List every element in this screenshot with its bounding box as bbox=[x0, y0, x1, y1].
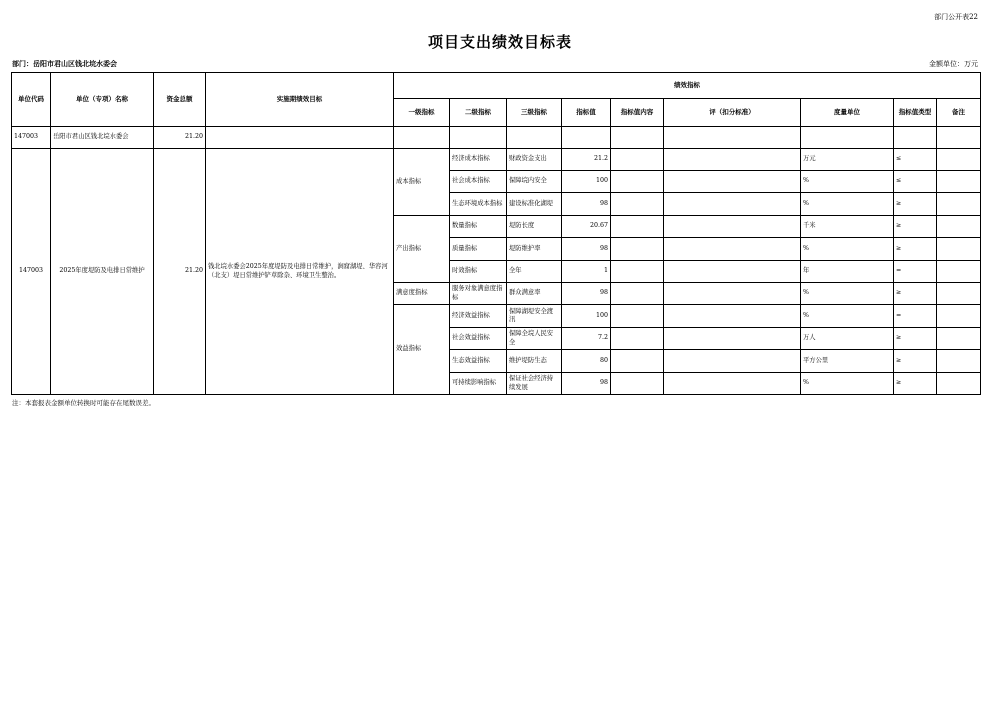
measure-unit-cell: 万人 bbox=[801, 328, 894, 350]
value-type-cell: ≤ bbox=[894, 149, 937, 171]
empty-cell bbox=[206, 127, 394, 149]
content-cell bbox=[611, 373, 664, 395]
scoring-cell bbox=[664, 216, 801, 238]
remark-cell bbox=[937, 373, 981, 395]
level2-cell: 生态环境成本指标 bbox=[450, 193, 507, 216]
header-level2: 二级指标 bbox=[450, 99, 507, 127]
remark-cell bbox=[937, 193, 981, 216]
table-number-label: 部门公开表22 bbox=[934, 13, 978, 21]
level3-cell: 堤防维护率 bbox=[507, 238, 562, 261]
unit-name-cell: 岳阳市君山区钱北垸水委会 bbox=[51, 127, 154, 149]
level2-cell: 社会效益指标 bbox=[450, 328, 507, 350]
header-scoring: 评（扣分标准） bbox=[664, 99, 801, 127]
value-type-cell: ≥ bbox=[894, 283, 937, 305]
project-goal-cell: 钱北垸水委会2025年度堤防及电排日常维护，涧窟湖堤、华容河（北支）堤日常维护铲草除杂、环境卫生整治。 bbox=[206, 149, 394, 395]
header-goal: 实施期绩效目标 bbox=[206, 73, 394, 127]
scoring-cell bbox=[664, 149, 801, 171]
measure-unit-cell: % bbox=[801, 373, 894, 395]
header-value: 指标值 bbox=[562, 99, 611, 127]
level1-cell: 产出指标 bbox=[394, 216, 450, 283]
level2-cell: 经济成本指标 bbox=[450, 149, 507, 171]
level3-cell: 群众满意率 bbox=[507, 283, 562, 305]
content-cell bbox=[611, 238, 664, 261]
scoring-cell bbox=[664, 350, 801, 373]
measure-unit-cell: 年 bbox=[801, 261, 894, 283]
level2-cell: 社会成本指标 bbox=[450, 171, 507, 193]
value-cell: 80 bbox=[562, 350, 611, 373]
empty-cell bbox=[894, 127, 937, 149]
project-code-cell: 147003 bbox=[12, 149, 51, 395]
content-cell bbox=[611, 328, 664, 350]
value-cell: 7.2 bbox=[562, 328, 611, 350]
remark-cell bbox=[937, 216, 981, 238]
value-type-cell: ≥ bbox=[894, 193, 937, 216]
remark-cell bbox=[937, 261, 981, 283]
remark-cell bbox=[937, 328, 981, 350]
measure-unit-cell: % bbox=[801, 193, 894, 216]
unit-summary-row bbox=[12, 127, 981, 149]
content-cell bbox=[611, 350, 664, 373]
level3-cell: 堤防长度 bbox=[507, 216, 562, 238]
value-cell: 20.67 bbox=[562, 216, 611, 238]
value-type-cell: ≥ bbox=[894, 238, 937, 261]
level3-cell: 保障全垸人民安全 bbox=[507, 328, 562, 350]
level1-cell: 满意度指标 bbox=[394, 283, 450, 305]
scoring-cell bbox=[664, 373, 801, 395]
header-remark: 备注 bbox=[937, 99, 981, 127]
level2-cell: 经济效益指标 bbox=[450, 305, 507, 328]
empty-cell bbox=[801, 127, 894, 149]
unit-code-cell: 147003 bbox=[12, 127, 51, 149]
measure-unit-cell: 万元 bbox=[801, 149, 894, 171]
header-level1: 一级指标 bbox=[394, 99, 450, 127]
page-title: 项目支出绩效目标表 bbox=[427, 33, 572, 51]
empty-cell bbox=[394, 127, 450, 149]
scoring-cell bbox=[664, 328, 801, 350]
value-cell: 98 bbox=[562, 283, 611, 305]
remark-cell bbox=[937, 238, 981, 261]
content-cell bbox=[611, 261, 664, 283]
header-measure-unit: 度量单位 bbox=[801, 99, 894, 127]
header-total: 资金总额 bbox=[154, 73, 206, 127]
unit-total-cell: 21.20 bbox=[154, 127, 206, 149]
empty-cell bbox=[611, 127, 664, 149]
empty-cell bbox=[562, 127, 611, 149]
value-type-cell: = bbox=[894, 261, 937, 283]
remark-cell bbox=[937, 149, 981, 171]
level3-cell: 保障垸内安全 bbox=[507, 171, 562, 193]
value-cell: 1 bbox=[562, 261, 611, 283]
value-type-cell: ≥ bbox=[894, 328, 937, 350]
level3-cell: 维护堤防生态 bbox=[507, 350, 562, 373]
footnote: 注：本套报表金额单位转换时可能存在尾数误差。 bbox=[12, 399, 155, 407]
level2-cell: 生态效益指标 bbox=[450, 350, 507, 373]
level3-cell: 全年 bbox=[507, 261, 562, 283]
empty-cell bbox=[450, 127, 507, 149]
value-cell: 21.2 bbox=[562, 149, 611, 171]
header-name: 单位（专项）名称 bbox=[51, 73, 154, 127]
value-cell: 98 bbox=[562, 373, 611, 395]
level3-cell: 保证社会经济持续发展 bbox=[507, 373, 562, 395]
remark-cell bbox=[937, 350, 981, 373]
measure-unit-cell: % bbox=[801, 283, 894, 305]
value-type-cell: ≥ bbox=[894, 350, 937, 373]
project-name-cell: 2025年度堤防及电排日常维护 bbox=[51, 149, 154, 395]
level2-cell: 时效指标 bbox=[450, 261, 507, 283]
scoring-cell bbox=[664, 261, 801, 283]
value-type-cell: ≥ bbox=[894, 216, 937, 238]
content-cell bbox=[611, 305, 664, 328]
measure-unit-cell: % bbox=[801, 305, 894, 328]
project-total-cell: 21.20 bbox=[154, 149, 206, 395]
content-cell bbox=[611, 149, 664, 171]
measure-unit-cell: 千米 bbox=[801, 216, 894, 238]
header-code: 单位代码 bbox=[12, 73, 51, 127]
level3-cell: 建设标准化湖堤 bbox=[507, 193, 562, 216]
content-cell bbox=[611, 216, 664, 238]
scoring-cell bbox=[664, 193, 801, 216]
value-type-cell: ≤ bbox=[894, 171, 937, 193]
measure-unit-cell: % bbox=[801, 171, 894, 193]
value-type-cell: = bbox=[894, 305, 937, 328]
empty-cell bbox=[664, 127, 801, 149]
value-cell: 98 bbox=[562, 193, 611, 216]
amount-unit-label: 金额单位：万元 bbox=[929, 60, 978, 68]
header-value-type: 指标值类型 bbox=[894, 99, 937, 127]
remark-cell bbox=[937, 283, 981, 305]
scoring-cell bbox=[664, 171, 801, 193]
value-cell: 98 bbox=[562, 238, 611, 261]
value-cell: 100 bbox=[562, 171, 611, 193]
content-cell bbox=[611, 283, 664, 305]
level1-cell: 成本指标 bbox=[394, 149, 450, 216]
level2-cell: 服务对象满意度指标 bbox=[450, 283, 507, 305]
empty-cell bbox=[937, 127, 981, 149]
value-type-cell: ≥ bbox=[894, 373, 937, 395]
empty-cell bbox=[507, 127, 562, 149]
header-performance: 绩效指标 bbox=[394, 73, 981, 99]
remark-cell bbox=[937, 305, 981, 328]
header-content: 指标值内容 bbox=[611, 99, 664, 127]
level3-cell: 财政资金支出 bbox=[507, 149, 562, 171]
scoring-cell bbox=[664, 305, 801, 328]
level3-cell: 保障湖堤安全渡汛 bbox=[507, 305, 562, 328]
scoring-cell bbox=[664, 238, 801, 261]
measure-unit-cell: 平方公里 bbox=[801, 350, 894, 373]
content-cell bbox=[611, 193, 664, 216]
measure-unit-cell: % bbox=[801, 238, 894, 261]
scoring-cell bbox=[664, 283, 801, 305]
department-label: 部门：岳阳市君山区钱北垸水委会 bbox=[12, 59, 117, 68]
level2-cell: 质量指标 bbox=[450, 238, 507, 261]
level1-cell: 效益指标 bbox=[394, 305, 450, 395]
level2-cell: 可持续影响指标 bbox=[450, 373, 507, 395]
content-cell bbox=[611, 171, 664, 193]
value-cell: 100 bbox=[562, 305, 611, 328]
remark-cell bbox=[937, 171, 981, 193]
performance-table bbox=[11, 72, 981, 395]
header-level3: 三级指标 bbox=[507, 99, 562, 127]
level2-cell: 数量指标 bbox=[450, 216, 507, 238]
indicator-row bbox=[12, 149, 981, 171]
